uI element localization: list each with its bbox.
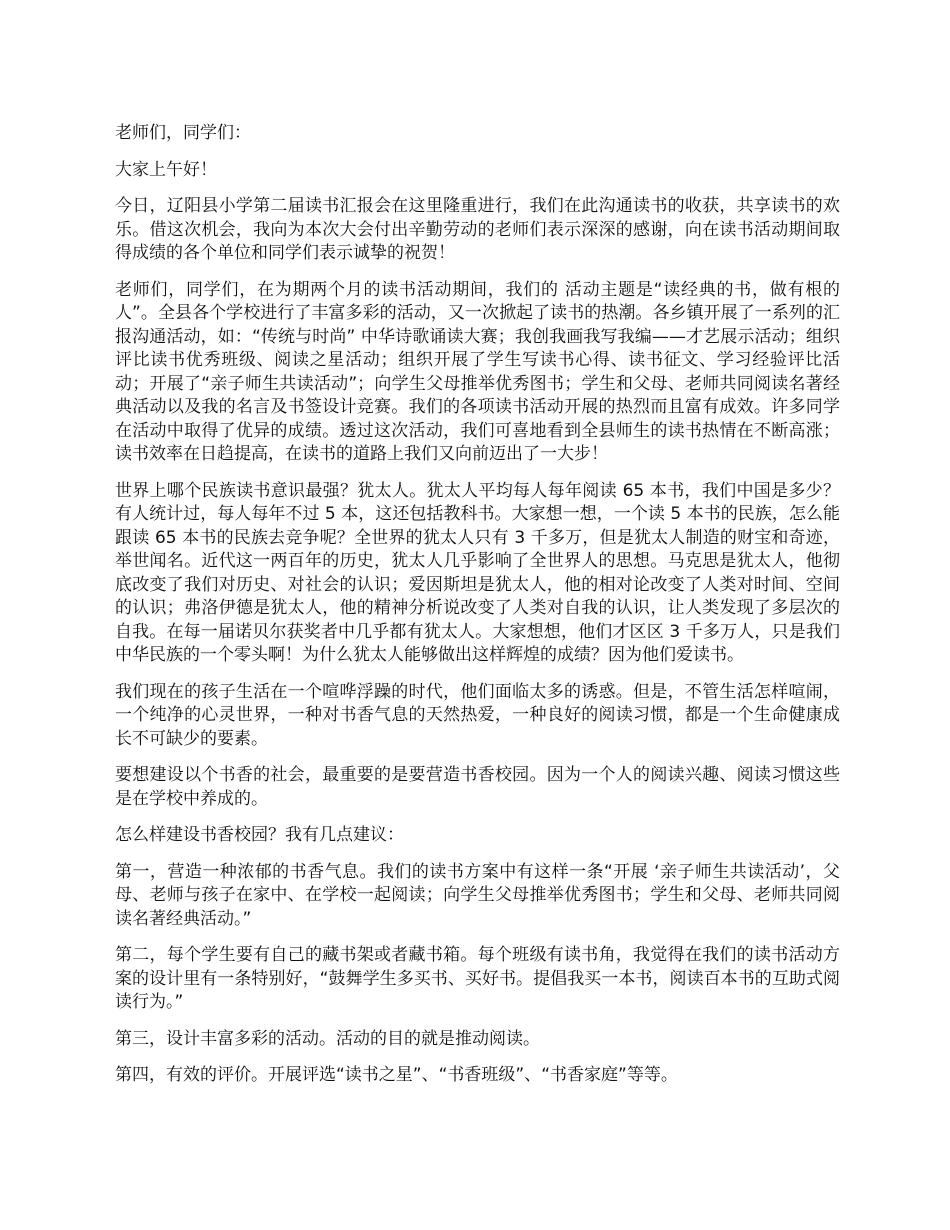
suggestion-3-paragraph: 第三，设计丰富多彩的活动。活动的目的就是推动阅读。 <box>115 1028 540 1049</box>
greeting-paragraph: 老师们，同学们： <box>115 123 251 143</box>
suggestion-1-paragraph: 第一，营造一种浓郁的书香气息。我们的读书方案中有这样一条“开展 ‘亲子师生共读活动’，父母、老师与孩子在家中、在学校一起阅读；向学生父母推举优秀图书；学生和父母、老师共同阅读名著经典活动。” <box>115 861 840 929</box>
campus-paragraph: 要想建设以个书香的社会，最重要的是要营造书香校园。因为一个人的阅读兴趣、阅读习惯这些是在学校中养成的。 <box>115 765 840 809</box>
suggestion-4-paragraph: 第四，有效的评价。开展评选“读书之星”、“书香班级”、“书香家庭”等等。 <box>115 1065 678 1085</box>
suggestion-2-paragraph: 第二，每个学生要有自己的藏书架或者藏书箱。每个班级有读书角，我觉得在我们的读书活动方案的设计里有一条特别好，“鼓舞学生多买书、买好书。提倡我买一本书，阅读百本书的互助式阅读行为。” <box>115 945 840 1012</box>
suggestions-intro-paragraph: 怎么样建设书香校园？我有几点建议： <box>115 825 404 845</box>
document-body <box>115 122 840 1101</box>
activities-paragraph: 老师们，同学们，在为期两个月的读书活动期间，我们的 活动主题是“读经典的书，做有根的人”。全县各个学校进行了丰富多彩的活动，又一次掀起了读书的热潮。各乡镇开展了一系列的汇报沟通活动，如：“传统与时尚” 中华诗歌诵读大赛；我创我画我写我编——才艺展示活动；组织评比读书优秀班级、阅读之星活动；组织开展了学生写读书心得、读书征文、学习经验评比活动；开展了“亲子师生共读活动”；向学生父母推举优秀图书；学生和父母、老师共同阅读名著经典活动以及我的名言及书签设计竞赛。我们的各项读书活动开展的热烈而且富有成效。许多同学在活动中取得了优异的成绩。透过这次活动，我们可喜地看到全县师生的读书热情在不断高涨；读书效率在日趋提高，在读书的道路上我们又向前迈出了一大步！ <box>115 279 840 464</box>
opening-paragraph: 今日，辽阳县小学第二届读书汇报会在这里隆重进行，我们在此沟通读书的收获，共享读书的欢乐。借这次机会，我向为本次大会付出辛勤劳动的老师们表示深深的感谢，向在读书活动期间取得成绩的各个单位和同学们表示诚挚的祝贺！ <box>115 196 840 263</box>
children-era-paragraph: 我们现在的孩子生活在一个喧哗浮躁的时代，他们面临太多的诱惑。但是，不管生活怎样喧闹，一个纯净的心灵世界，一种对书香气息的天然热爱，一种良好的阅读习惯，都是一个生命健康成长不可缺少的要素。 <box>115 681 840 749</box>
salutation-paragraph: 大家上午好！ <box>115 159 217 180</box>
jewish-reading-paragraph: 世界上哪个民族读书意识最强？犹太人。犹太人平均每人每年阅读 65 本书，我们中国是多少？有人统计过，每人每年不过 5 本，这还包括教科书。大家想一想，一个读 5 本书的民族，怎么能跟读 65 本书的民族去竞争呢？全世界的犹太人只有 3 千多万，但是犹太人制造的财宝和奇迹，举世闻名。近代这一两百年的历史，犹太人几乎影响了全世界人的思想。马克思是犹太人，他彻底改变了我们对历史、对社会的认识；爱因斯坦是犹太人，他的相对论改变了人类对时间、空间的认识；弗洛伊德是犹太人，他的精神分析说改变了人类对自我的认识，让人类发现了多层次的自我。在每一届诺贝尔获奖者中几乎都有犹太人。大家想想，他们才区区 3 千多万人，只是我们中华民族的一个零头啊！为什么犹太人能够做出这样辉煌的成绩？因为他们爱读书。 <box>115 480 840 665</box>
